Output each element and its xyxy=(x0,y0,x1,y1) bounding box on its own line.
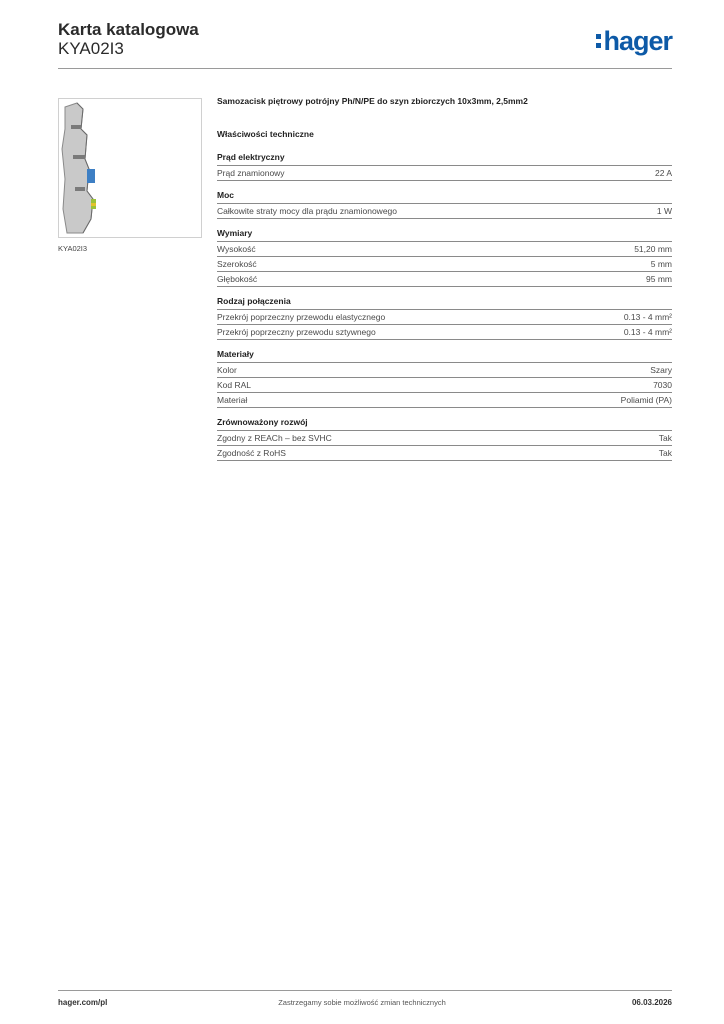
image-caption: KYA02I3 xyxy=(58,244,88,253)
spec-value: 7030 xyxy=(653,380,672,390)
properties-title: Właściwości techniczne xyxy=(217,129,314,139)
spec-label: Przekrój poprzeczny przewodu elastycznego xyxy=(217,312,386,322)
spec-label: Materiał xyxy=(217,395,248,405)
spec-label: Całkowite straty mocy dla prądu znamionowego xyxy=(217,206,398,216)
spec-group-title: Rodzaj połączenia xyxy=(217,296,672,310)
spec-row xyxy=(217,378,672,393)
spec-row xyxy=(217,393,672,408)
spec-label: Przekrój poprzeczny przewodu sztywnego xyxy=(217,327,376,337)
spec-value: Poliamid (PA) xyxy=(620,395,672,405)
spec-row xyxy=(217,242,672,257)
spec-group-title: Wymiary xyxy=(217,228,672,242)
spec-row xyxy=(217,166,672,181)
product-image xyxy=(58,98,202,238)
spec-groups xyxy=(217,152,672,461)
spec-value: Tak xyxy=(658,433,672,443)
spec-row xyxy=(217,310,672,325)
logo-dots-icon xyxy=(596,34,601,52)
logo-text: hager xyxy=(603,26,672,56)
footer-url[interactable]: hager.com/pl xyxy=(58,998,108,1007)
spec-row xyxy=(217,431,672,446)
spec-label: Szerokość xyxy=(217,259,257,269)
spec-row xyxy=(217,325,672,340)
product-code: KYA02I3 xyxy=(58,39,124,58)
spec-group xyxy=(217,152,672,181)
spec-row xyxy=(217,272,672,287)
spec-group xyxy=(217,190,672,219)
product-description: Samozacisk piętrowy potrójny Ph/N/PE do szyn zbiorczych 10x3mm, 2,5mm2 xyxy=(217,96,528,106)
spec-row xyxy=(217,363,672,378)
hager-logo xyxy=(596,26,672,57)
header-divider xyxy=(58,68,672,69)
spec-value: 1 W xyxy=(656,206,672,216)
spec-label: Wysokość xyxy=(217,244,256,254)
spec-group xyxy=(217,349,672,408)
spec-label: Prąd znamionowy xyxy=(217,168,285,178)
page-title: Karta katalogowa xyxy=(58,20,199,39)
spec-group-title: Zrównoważony rozwój xyxy=(217,417,672,431)
spec-value: 0.13 - 4 mm² xyxy=(623,327,672,337)
spec-label: Kod RAL xyxy=(217,380,252,390)
spec-label: Zgodny z REACh – bez SVHC xyxy=(217,433,332,443)
spec-group xyxy=(217,417,672,461)
spec-group-title: Materiały xyxy=(217,349,672,363)
footer-date: 06.03.2026 xyxy=(631,998,672,1007)
footer-divider xyxy=(58,990,672,991)
spec-value: 0.13 - 4 mm² xyxy=(623,312,672,322)
spec-group-title: Prąd elektryczny xyxy=(217,152,672,166)
footer-note: Zastrzegamy sobie możliwość zmian technicznych xyxy=(278,998,446,1007)
terminal-block-illustration xyxy=(59,99,201,237)
spec-value: 95 mm xyxy=(646,274,672,284)
spec-row xyxy=(217,204,672,219)
spec-value: Szary xyxy=(650,365,672,375)
spec-label: Zgodność z RoHS xyxy=(217,448,286,458)
spec-label: Kolor xyxy=(217,365,237,375)
spec-value: Tak xyxy=(658,448,672,458)
spec-group xyxy=(217,296,672,340)
spec-row xyxy=(217,257,672,272)
spec-value: 51,20 mm xyxy=(634,244,672,254)
spec-value: 22 A xyxy=(654,168,672,178)
spec-label: Głębokość xyxy=(217,274,258,284)
spec-row xyxy=(217,446,672,461)
spec-group-title: Moc xyxy=(217,190,672,204)
spec-group xyxy=(217,228,672,287)
spec-content xyxy=(217,96,672,470)
spec-value: 5 mm xyxy=(650,259,672,269)
